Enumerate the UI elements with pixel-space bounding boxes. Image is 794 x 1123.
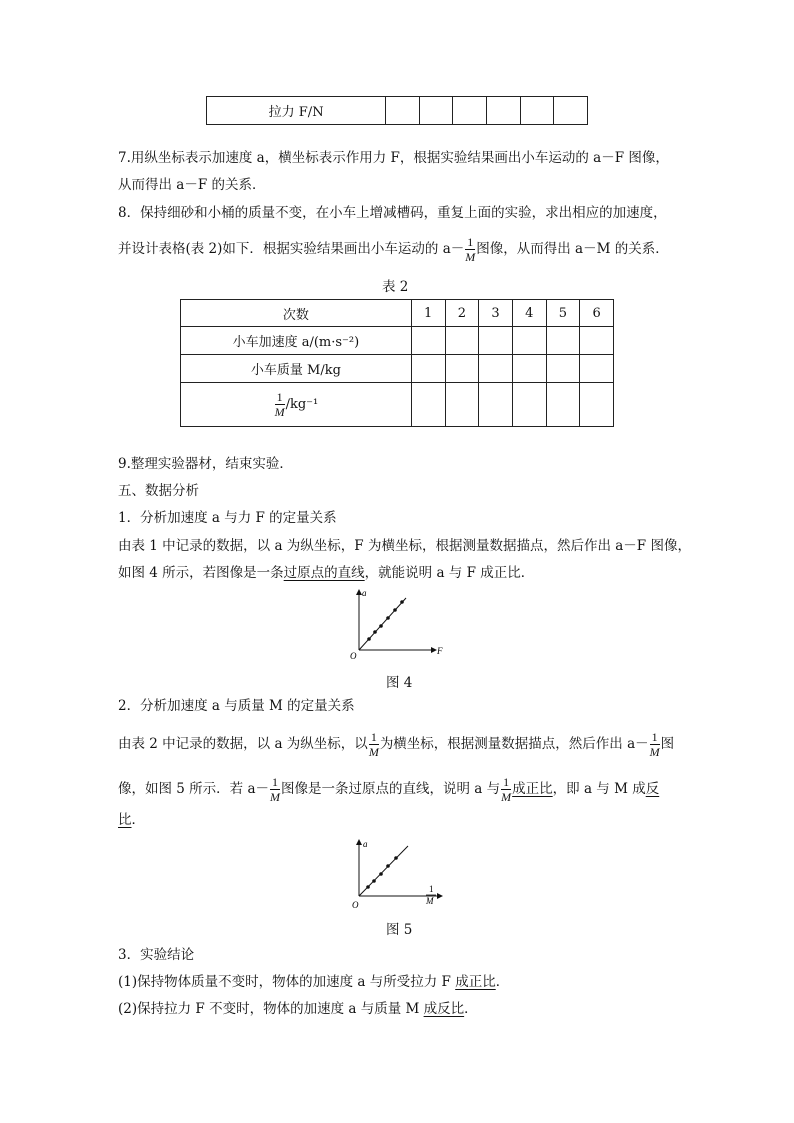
data-point (394, 856, 398, 860)
table2-col-3: 3 (479, 300, 513, 327)
figure-5-graph (344, 836, 454, 916)
table2-col-6: 6 (580, 300, 614, 327)
table1-cell (386, 97, 420, 125)
axis-y-label: a (363, 839, 368, 849)
analysis1-line2: 如图 4 所示，若图像是一条过原点的直线，就能说明 a 与 F 成正比． (118, 565, 535, 581)
table2-row-mass: 小车质量 M/kg (181, 355, 412, 383)
table-1 (206, 96, 588, 125)
table1-row-label: 拉力 F/N (207, 97, 386, 125)
axis-x-label: F (437, 646, 443, 656)
data-point (386, 864, 390, 868)
data-point (386, 616, 390, 620)
analysis2-title: 2．分析加速度 a 与质量 M 的定量关系 (118, 698, 355, 714)
step7-line2: 从而得出 a－F 的关系． (118, 177, 266, 193)
data-point (379, 624, 383, 628)
table-2 (180, 299, 614, 427)
fit-line (359, 846, 408, 896)
step7-line1: 7.用纵坐标表示加速度 a，横坐标表示作用力 F，根据实验结果画出小车运动的 a－F 图像， (118, 150, 669, 166)
fit-line (359, 598, 406, 650)
data-point (379, 872, 383, 876)
table1-cell (419, 97, 453, 125)
table2-col-1: 1 (411, 300, 445, 327)
data-point (367, 637, 371, 641)
table2-row-inverse-mass: $\frac{1}{M}$ /kg⁻¹ (181, 383, 412, 427)
table1-cell (520, 97, 554, 125)
origin-label: O (350, 651, 357, 661)
conclusion-2: (2)保持拉力 F 不变时，物体的加速度 a 与质量 M 成反比． (118, 1001, 478, 1017)
table2-caption: 表 2 (382, 279, 409, 295)
table2-col-4: 4 (512, 300, 546, 327)
figure-5-caption: 图 5 (386, 922, 413, 938)
figure-4-caption: 图 4 (386, 675, 413, 691)
conclusion-1: (1)保持物体质量不变时，物体的加速度 a 与所受拉力 F 成正比． (118, 974, 510, 990)
table1-cell (554, 97, 588, 125)
data-point (372, 879, 376, 883)
axis-y-label: a (362, 588, 367, 598)
analysis1-line1: 由表 1 中记录的数据，以 a 为纵坐标，F 为横坐标，根据测量数据描点，然后作出 a－F 图像， (118, 538, 691, 554)
conclusion-title: 3．实验结论 (118, 947, 195, 963)
step8-line2: 并设计表格(表 2)如下．根据实验结果画出小车运动的 a－ $\frac{1}{M}$ 图像，从而得出 a－M 的关系． (118, 235, 669, 264)
table2-row-acceleration: 小车加速度 a/(m·s⁻²) (181, 327, 412, 355)
data-point (366, 885, 370, 889)
table2-col-2: 2 (445, 300, 479, 327)
table2-col-5: 5 (546, 300, 580, 327)
figure-4-graph (344, 586, 454, 662)
step9: 9.整理实验器材，结束实验． (118, 456, 293, 472)
axis-x-label-num: 1 (429, 884, 434, 894)
step8-line1: 8．保持细砂和小桶的质量不变，在小车上增减槽码，重复上面的实验，求出相应的加速度， (118, 205, 667, 221)
origin-label: O (352, 900, 359, 910)
fraction-1-over-M: $\frac{1}{M}$ (465, 235, 476, 264)
data-point (373, 630, 377, 634)
table1-cell (453, 97, 487, 125)
data-point (400, 600, 404, 604)
section5-heading: 五、数据分析 (118, 483, 199, 499)
axis-x-label-den: M (426, 896, 434, 906)
analysis2-line2: 像，如图 5 所示．若 a－ $\frac{1}{M}$ 图像是一条过原点的直线，说明 a 与 $\frac{1}{M}$ 成正比，即 a 与 M 成反 (118, 775, 660, 804)
table2-header-label: 次数 (181, 300, 412, 327)
analysis2-line3: 比． (118, 812, 145, 828)
analysis2-line1: 由表 2 中记录的数据，以 a 为纵坐标，以 $\frac{1}{M}$ 为横坐标，根据测量数据描点，然后作出 a－ $\frac{1}{M}$ 图 (118, 730, 675, 759)
table1-cell (487, 97, 521, 125)
data-point (393, 608, 397, 612)
analysis1-title: 1．分析加速度 a 与力 F 的定量关系 (118, 510, 337, 526)
